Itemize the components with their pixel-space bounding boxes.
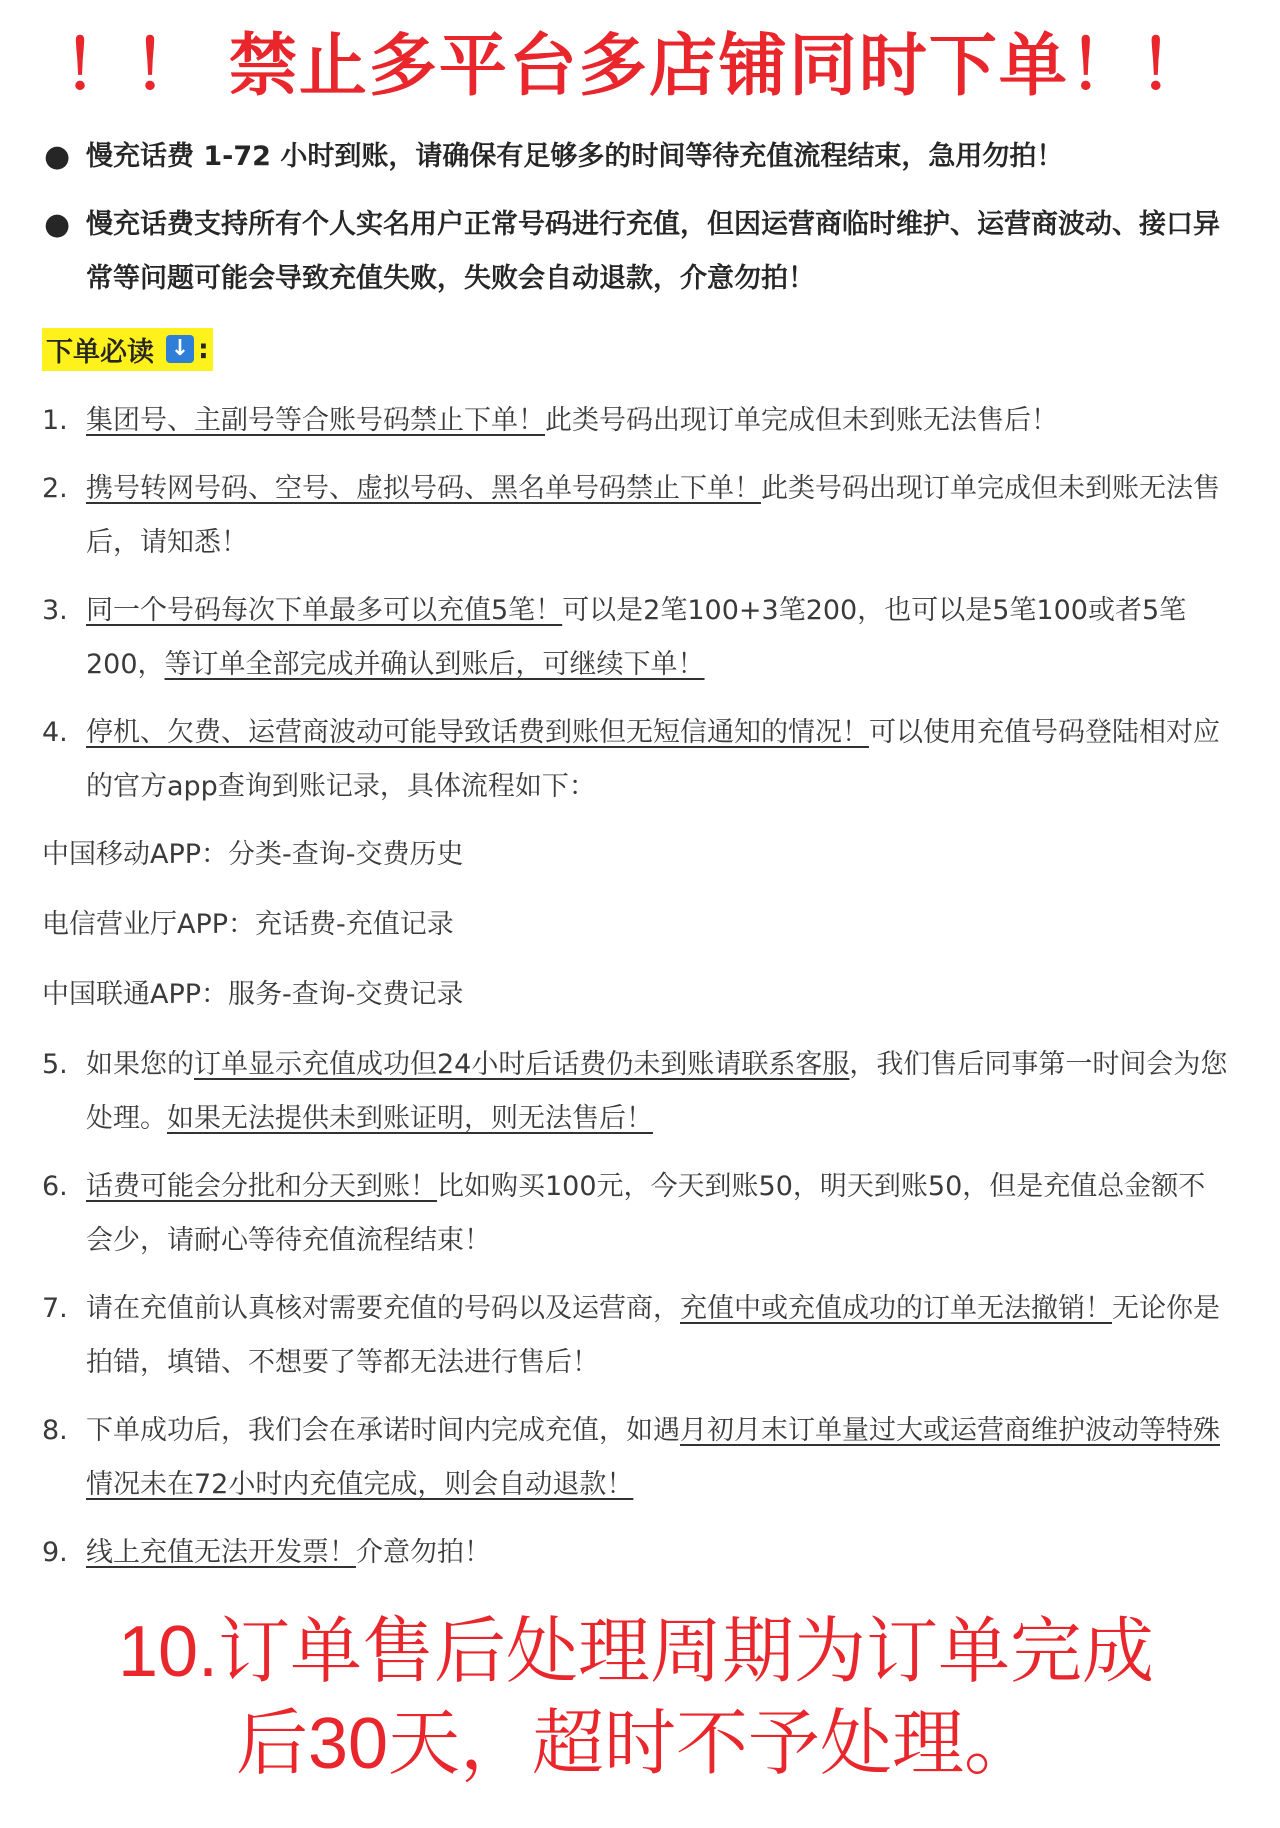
rule-number: 2.	[42, 473, 68, 504]
rule-underlined-text: 订单显示充值成功但24小时后话费仍未到账请联系客服	[194, 1049, 850, 1080]
bullet-dot-icon: ●	[44, 207, 71, 242]
must-read-highlight	[42, 328, 213, 371]
app-query-line: 电信营业厅APP：充话费-充值记录	[42, 909, 454, 940]
rule-text: ，我们售后同事第一时间会为您处理。	[86, 1049, 1228, 1134]
rule-text: 无论你是拍错，填错、不想要了等都无法进行售后！	[86, 1293, 1220, 1378]
bullet-dot-icon: ●	[44, 139, 71, 174]
must-read-colon: :	[198, 333, 209, 365]
rule-underlined-text: 携号转网号码、空号、虚拟号码、黑名单号码禁止下单！	[86, 473, 761, 504]
rule-number: 7.	[42, 1293, 68, 1324]
rule-number: 4.	[42, 717, 68, 748]
rule-text: 可以是2笔100+3笔200，也可以是5笔100或者5笔200，	[86, 595, 1187, 680]
must-read-label: 下单必读	[46, 336, 154, 368]
rules-list	[42, 394, 1230, 814]
app-query-line: 中国移动APP：分类-查询-交费历史	[42, 839, 464, 870]
must-read-heading	[42, 322, 1230, 376]
rule-underlined-text: 线上充值无法开发票！	[86, 1537, 356, 1568]
rule-item-2	[42, 462, 1230, 570]
rule-underlined-text: 集团号、主副号等合账号码禁止下单！	[86, 405, 545, 436]
rule-number: 6.	[42, 1171, 68, 1202]
rule-underlined-text: 停机、欠费、运营商波动可能导致话费到账但无短信通知的情况！	[86, 717, 869, 748]
bullet-item	[42, 130, 1230, 184]
bullet-text: 慢充话费支持所有个人实名用户正常号码进行充值，但因运营商临时维护、运营商波动、接口异常等问题可能会导致充值失败，失败会自动退款，介意勿拍！	[86, 209, 1220, 294]
down-arrow-icon: ↓	[166, 335, 194, 363]
app-query-list	[42, 828, 1230, 1022]
rule-underlined-text: 充值中或充值成功的订单无法撤销！	[680, 1293, 1112, 1324]
app-query-line: 中国联通APP：服务-查询-交费记录	[42, 979, 464, 1010]
bullet-item	[42, 198, 1230, 306]
final-notice-line: 10.订单售后处理周期为订单完成	[117, 1612, 1155, 1692]
rule-number: 5.	[42, 1049, 68, 1080]
rule-text: 此类号码出现订单完成但未到账无法售后！	[545, 405, 1058, 436]
intro-bullets	[42, 130, 1230, 306]
page-title: ！！ 禁止多平台多店铺同时下单！！	[63, 27, 1209, 106]
rule-item-8	[42, 1404, 1230, 1512]
rule-item-6	[42, 1160, 1230, 1268]
rule-text: 比如购买100元，今天到账50，明天到账50，但是充值总金额不会少，请耐心等待充值流程结束！	[86, 1171, 1206, 1256]
rule-item-7	[42, 1282, 1230, 1390]
rule-text: 介意勿拍！	[356, 1537, 491, 1568]
rule-number: 8.	[42, 1415, 68, 1446]
rule-text: 可以使用充值号码登陆相对应的官方app查询到账记录，具体流程如下：	[86, 717, 1220, 802]
rule-item-5	[42, 1038, 1230, 1146]
rule-number: 9.	[42, 1537, 68, 1568]
rule-text: 下单成功后，我们会在承诺时间内完成充值，如遇	[86, 1415, 680, 1446]
rule-underlined-text: 话费可能会分批和分天到账！	[86, 1171, 437, 1202]
rule-item-3	[42, 584, 1230, 692]
rule-text: 请在充值前认真核对需要充值的号码以及运营商，	[86, 1293, 680, 1324]
final-notice-line: 后30天，超时不予处理。	[235, 1704, 1037, 1784]
rule-item-9	[42, 1526, 1230, 1580]
rule-item-1	[42, 394, 1230, 448]
rule-underlined-text: 月初月末订单量过大或运营商维护波动等特殊情况未在72小时内充值完成，则会自动退款！	[86, 1415, 1220, 1500]
final-notice	[42, 1606, 1230, 1790]
rule-number: 3.	[42, 595, 68, 626]
rules-list-continued	[42, 1038, 1230, 1580]
rule-underlined-text: 同一个号码每次下单最多可以充值5笔！	[86, 595, 563, 626]
bullet-text: 慢充话费 1-72 小时到账，请确保有足够多的时间等待充值流程结束，急用勿拍！	[86, 141, 1064, 172]
rule-text: 此类号码出现订单完成但未到账无法售后，请知悉！	[86, 473, 1220, 558]
rule-underlined-text: 如果无法提供未到账证明，则无法售后！	[167, 1103, 653, 1134]
rule-number: 1.	[42, 405, 68, 436]
rule-underlined-text: 等订单全部完成并确认到账后，可继续下单！	[164, 649, 705, 680]
rule-item-4	[42, 706, 1230, 814]
rule-text: 如果您的	[86, 1049, 194, 1080]
